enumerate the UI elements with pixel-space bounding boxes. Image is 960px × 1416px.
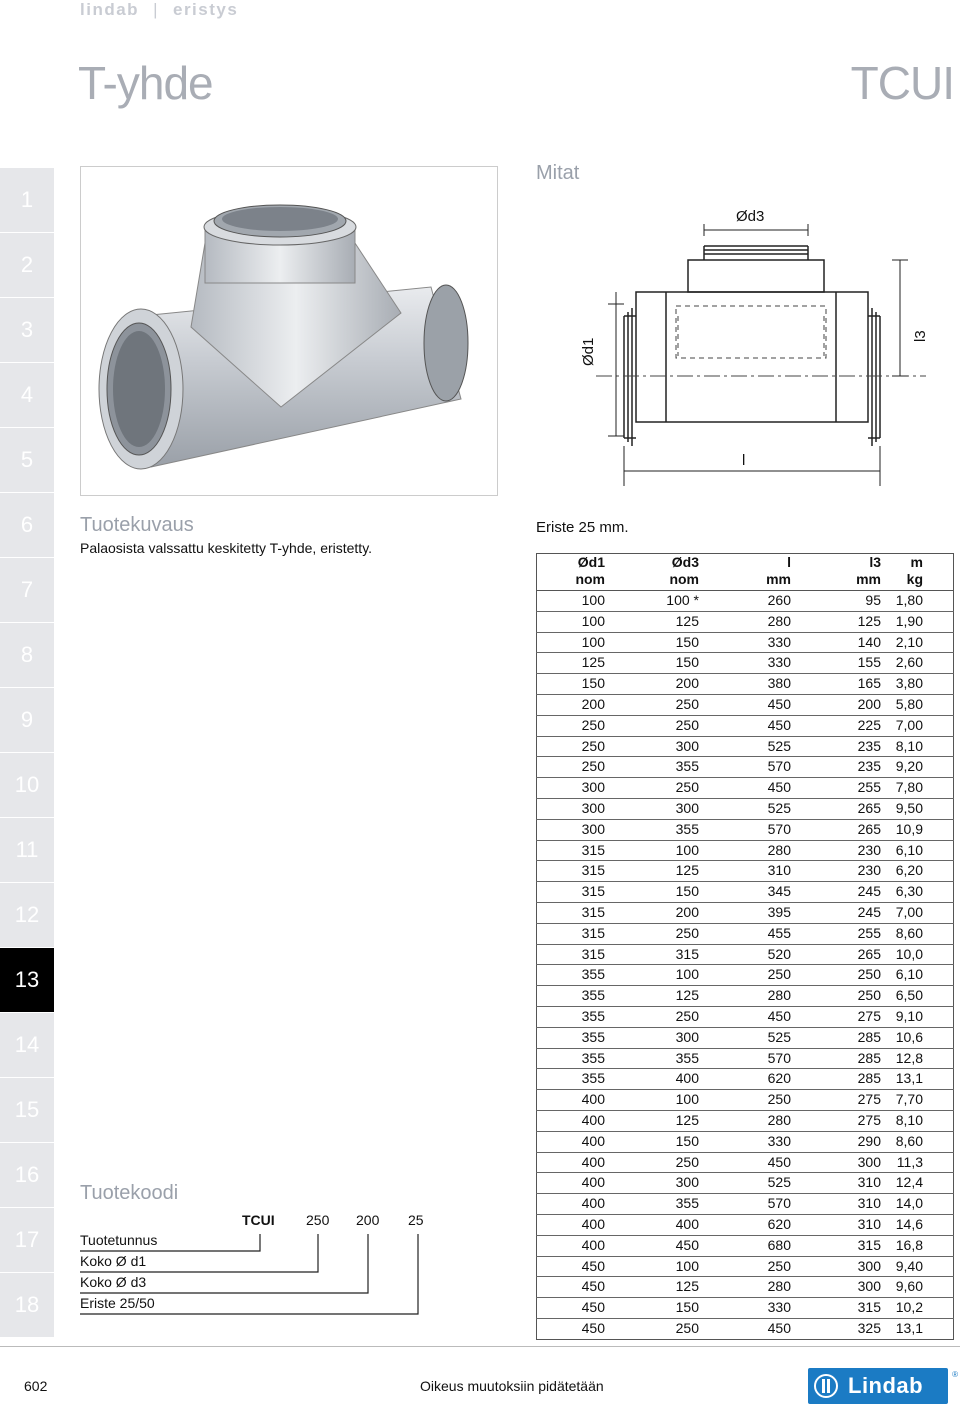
- table-cell: 165: [797, 674, 887, 695]
- table-row: [537, 944, 954, 965]
- table-cell: 450: [537, 1298, 612, 1319]
- table-cell: 400: [537, 1152, 612, 1173]
- table-cell: 400: [537, 1090, 612, 1111]
- table-cell: 9,10: [887, 1006, 954, 1027]
- table-cell: 310: [797, 1173, 887, 1194]
- table-cell: 570: [705, 1194, 797, 1215]
- table-cell: 450: [611, 1235, 705, 1256]
- table-cell: 400: [537, 1173, 612, 1194]
- table-row: [537, 1110, 954, 1131]
- footer-divider: [0, 1346, 960, 1347]
- section-tab-18[interactable]: 18: [0, 1273, 54, 1338]
- section-tab-10[interactable]: 10: [0, 753, 54, 818]
- table-cell: 1,90: [887, 611, 954, 632]
- table-cell: 255: [797, 778, 887, 799]
- table-cell: 150: [537, 674, 612, 695]
- table-cell: 450: [537, 1256, 612, 1277]
- table-cell: 315: [537, 923, 612, 944]
- section-tab-13[interactable]: 13: [0, 948, 54, 1013]
- table-cell: 7,80: [887, 778, 954, 799]
- table-cell: 280: [705, 1110, 797, 1131]
- table-cell: 355: [611, 1048, 705, 1069]
- table-cell: 570: [705, 757, 797, 778]
- table-cell: 310: [705, 861, 797, 882]
- table-cell: 9,50: [887, 798, 954, 819]
- code-label-d1: Koko Ø d1: [80, 1253, 147, 1269]
- table-row: [537, 1131, 954, 1152]
- table-cell: 400: [537, 1194, 612, 1215]
- table-cell: 6,30: [887, 882, 954, 903]
- brand-separator: |: [153, 0, 159, 19]
- insulation-note: Eriste 25 mm.: [536, 519, 629, 536]
- table-cell: 250: [611, 1152, 705, 1173]
- table-cell: 200: [611, 674, 705, 695]
- table-cell: 150: [611, 1298, 705, 1319]
- table-cell: 14,0: [887, 1194, 954, 1215]
- table-cell: 125: [611, 1110, 705, 1131]
- table-cell: 620: [705, 1069, 797, 1090]
- table-cell: 315: [537, 882, 612, 903]
- description-text: Palaosista valssattu keskitetty T-yhde, eristetty.: [80, 540, 373, 556]
- table-cell: 265: [797, 798, 887, 819]
- table-row: [537, 1256, 954, 1277]
- section-tab-12[interactable]: 12: [0, 883, 54, 948]
- table-cell: 285: [797, 1048, 887, 1069]
- table-cell: 315: [537, 861, 612, 882]
- dimensions-title: Mitat: [536, 162, 580, 184]
- section-tab-2[interactable]: 2: [0, 233, 54, 298]
- table-cell: 525: [705, 798, 797, 819]
- table-cell: 450: [705, 1152, 797, 1173]
- table-cell: 300: [797, 1152, 887, 1173]
- table-cell: 8,10: [887, 736, 954, 757]
- table-cell: 355: [611, 1194, 705, 1215]
- table-cell: 280: [705, 611, 797, 632]
- column-header: l: [787, 554, 791, 570]
- section-tab-17[interactable]: 17: [0, 1208, 54, 1273]
- column-header: Ød3: [671, 554, 699, 570]
- column-unit: nom: [537, 571, 612, 591]
- logo-registered-mark: ®: [952, 1370, 958, 1379]
- table-cell: 10,9: [887, 819, 954, 840]
- code-label-insulation: Eriste 25/50: [80, 1295, 155, 1311]
- table-cell: 150: [611, 632, 705, 653]
- table-row: [537, 591, 954, 612]
- section-tab-7[interactable]: 7: [0, 558, 54, 623]
- table-row: [537, 674, 954, 695]
- section-tabs: [0, 168, 54, 1338]
- table-cell: 355: [537, 1006, 612, 1027]
- code-label-d3: Koko Ø d3: [80, 1274, 147, 1290]
- table-cell: 275: [797, 1090, 887, 1111]
- table-cell: 285: [797, 1069, 887, 1090]
- page-number: 602: [24, 1378, 48, 1394]
- table-cell: 315: [797, 1298, 887, 1319]
- table-cell: 250: [705, 965, 797, 986]
- table-cell: 570: [705, 819, 797, 840]
- table-row: [537, 694, 954, 715]
- table-cell: 300: [611, 736, 705, 757]
- table-cell: 330: [705, 1131, 797, 1152]
- table-row: [537, 1194, 954, 1215]
- table-cell: 250: [611, 1318, 705, 1339]
- table-cell: 250: [705, 1256, 797, 1277]
- section-tab-14[interactable]: 14: [0, 1013, 54, 1078]
- table-cell: 200: [611, 902, 705, 923]
- table-cell: 255: [797, 923, 887, 944]
- table-row: [537, 653, 954, 674]
- table-cell: 2,10: [887, 632, 954, 653]
- table-cell: 245: [797, 882, 887, 903]
- table-cell: 100: [611, 1256, 705, 1277]
- table-row: [537, 923, 954, 944]
- table-cell: 620: [705, 1214, 797, 1235]
- table-row: [537, 986, 954, 1007]
- table-cell: 12,4: [887, 1173, 954, 1194]
- section-tab-3[interactable]: 3: [0, 298, 54, 363]
- table-cell: 100: [611, 965, 705, 986]
- table-cell: 250: [797, 965, 887, 986]
- table-cell: 125: [797, 611, 887, 632]
- table-cell: 300: [537, 778, 612, 799]
- table-row: [537, 1235, 954, 1256]
- section-tab-15[interactable]: 15: [0, 1078, 54, 1143]
- table-row: [537, 1173, 954, 1194]
- table-cell: 8,60: [887, 923, 954, 944]
- table-cell: 300: [797, 1256, 887, 1277]
- t-piece-technical-drawing: [536, 196, 946, 488]
- table-cell: 235: [797, 736, 887, 757]
- table-cell: 400: [537, 1214, 612, 1235]
- table-cell: 290: [797, 1131, 887, 1152]
- code-leader-lines: [80, 1182, 440, 1322]
- table-cell: 7,00: [887, 715, 954, 736]
- table-cell: 250: [611, 715, 705, 736]
- table-cell: 13,1: [887, 1318, 954, 1339]
- table-cell: 11,3: [887, 1152, 954, 1173]
- table-cell: 14,6: [887, 1214, 954, 1235]
- column-unit: nom: [611, 571, 705, 591]
- table-row: [537, 1090, 954, 1111]
- table-cell: 125: [611, 986, 705, 1007]
- table-cell: 315: [537, 944, 612, 965]
- table-cell: 280: [705, 840, 797, 861]
- table-cell: 9,40: [887, 1256, 954, 1277]
- table-cell: 455: [705, 923, 797, 944]
- table-cell: 325: [797, 1318, 887, 1339]
- table-row: [537, 778, 954, 799]
- table-cell: 250: [797, 986, 887, 1007]
- table-cell: 400: [537, 1235, 612, 1256]
- table-cell: 310: [797, 1214, 887, 1235]
- table-cell: 95: [797, 591, 887, 612]
- table-cell: 250: [611, 694, 705, 715]
- table-cell: 355: [537, 1027, 612, 1048]
- diagram-label-l3: l3: [912, 330, 929, 342]
- table-cell: 8,60: [887, 1131, 954, 1152]
- section-tab-16[interactable]: 16: [0, 1143, 54, 1208]
- table-row: [537, 882, 954, 903]
- table-row: [537, 840, 954, 861]
- brand-category: eristys: [172, 0, 239, 19]
- table-cell: 450: [705, 778, 797, 799]
- table-cell: 125: [611, 1277, 705, 1298]
- table-row: [537, 757, 954, 778]
- table-cell: 525: [705, 1027, 797, 1048]
- section-tab-6[interactable]: 6: [0, 493, 54, 558]
- table-cell: 450: [537, 1318, 612, 1339]
- table-row: [537, 1318, 954, 1339]
- table-cell: 680: [705, 1235, 797, 1256]
- footer-note: Oikeus muutoksiin pidätetään: [420, 1378, 604, 1394]
- column-header: Ød1: [577, 554, 605, 570]
- table-cell: 400: [611, 1069, 705, 1090]
- table-cell: 100: [611, 840, 705, 861]
- table-cell: 200: [797, 694, 887, 715]
- product-code-insulation: 25: [408, 1212, 424, 1228]
- table-cell: 100: [537, 611, 612, 632]
- table-cell: 300: [537, 819, 612, 840]
- table-cell: 150: [611, 1131, 705, 1152]
- table-cell: 355: [611, 819, 705, 840]
- table-cell: 100: [537, 591, 612, 612]
- table-cell: 12,8: [887, 1048, 954, 1069]
- table-cell: 16,8: [887, 1235, 954, 1256]
- table-row: [537, 736, 954, 757]
- table-cell: 2,60: [887, 653, 954, 674]
- table-cell: 450: [537, 1277, 612, 1298]
- table-cell: 275: [797, 1006, 887, 1027]
- table-cell: 315: [611, 944, 705, 965]
- table-cell: 300: [611, 1027, 705, 1048]
- table-cell: 400: [537, 1131, 612, 1152]
- table-row: [537, 1214, 954, 1235]
- table-cell: 6,10: [887, 840, 954, 861]
- table-cell: 310: [797, 1194, 887, 1215]
- table-cell: 125: [611, 611, 705, 632]
- table-row: [537, 611, 954, 632]
- table-row: [537, 1277, 954, 1298]
- table-cell: 225: [797, 715, 887, 736]
- table-cell: 5,80: [887, 694, 954, 715]
- table-cell: 300: [611, 798, 705, 819]
- t-piece-photo-illustration: [81, 167, 497, 495]
- table-cell: 275: [797, 1110, 887, 1131]
- table-cell: 250: [611, 1006, 705, 1027]
- table-cell: 525: [705, 1173, 797, 1194]
- table-row: [537, 1069, 954, 1090]
- table-cell: 355: [537, 965, 612, 986]
- table-cell: 6,20: [887, 861, 954, 882]
- table-row: [537, 1152, 954, 1173]
- table-header-row: [537, 554, 954, 572]
- table-row: [537, 1006, 954, 1027]
- table-cell: 315: [537, 902, 612, 923]
- column-header: m: [910, 554, 923, 570]
- table-cell: 13,1: [887, 1069, 954, 1090]
- table-cell: 250: [611, 778, 705, 799]
- table-cell: 300: [537, 798, 612, 819]
- table-cell: 285: [797, 1027, 887, 1048]
- table-cell: 250: [537, 757, 612, 778]
- page-title: T-yhde: [78, 57, 213, 109]
- table-cell: 345: [705, 882, 797, 903]
- table-cell: 450: [705, 694, 797, 715]
- table-cell: 330: [705, 1298, 797, 1319]
- product-photo: [80, 166, 498, 496]
- table-cell: 3,80: [887, 674, 954, 695]
- table-cell: 450: [705, 715, 797, 736]
- table-cell: 280: [705, 1277, 797, 1298]
- table-cell: 9,60: [887, 1277, 954, 1298]
- table-cell: 265: [797, 819, 887, 840]
- section-tab-9[interactable]: 9: [0, 688, 54, 753]
- description-title: Tuotekuvaus: [80, 514, 194, 536]
- table-cell: 245: [797, 902, 887, 923]
- table-cell: 100 *: [611, 591, 705, 612]
- table-cell: 330: [705, 632, 797, 653]
- table-cell: 265: [797, 944, 887, 965]
- table-cell: 570: [705, 1048, 797, 1069]
- table-cell: 100: [537, 632, 612, 653]
- table-cell: 450: [705, 1318, 797, 1339]
- brand-name: lindab: [80, 0, 140, 19]
- section-tab-8[interactable]: 8: [0, 623, 54, 688]
- section-tab-5[interactable]: 5: [0, 428, 54, 493]
- table-cell: 6,50: [887, 986, 954, 1007]
- table-cell: 400: [611, 1214, 705, 1235]
- table-cell: 525: [705, 736, 797, 757]
- table-cell: 380: [705, 674, 797, 695]
- table-cell: 1,80: [887, 591, 954, 612]
- table-cell: 200: [537, 694, 612, 715]
- section-tab-1[interactable]: 1: [0, 168, 54, 233]
- table-row: [537, 1027, 954, 1048]
- table-cell: 10,2: [887, 1298, 954, 1319]
- table-cell: 400: [537, 1110, 612, 1131]
- dimensions-table: [536, 553, 954, 1340]
- table-row: [537, 1298, 954, 1319]
- table-cell: 230: [797, 861, 887, 882]
- table-cell: 280: [705, 986, 797, 1007]
- table-cell: 260: [705, 591, 797, 612]
- table-cell: 520: [705, 944, 797, 965]
- table-cell: 355: [537, 1048, 612, 1069]
- header-brand-line: [80, 0, 238, 20]
- product-model-title: TCUI: [850, 57, 954, 109]
- table-cell: 355: [611, 757, 705, 778]
- section-tab-4[interactable]: 4: [0, 363, 54, 428]
- table-cell: 250: [537, 715, 612, 736]
- table-cell: 150: [611, 882, 705, 903]
- table-cell: 250: [705, 1090, 797, 1111]
- table-cell: 7,70: [887, 1090, 954, 1111]
- table-cell: 9,20: [887, 757, 954, 778]
- table-row: [537, 798, 954, 819]
- table-cell: 150: [611, 653, 705, 674]
- table-cell: 250: [611, 923, 705, 944]
- lindab-logo-icon: [808, 1368, 844, 1404]
- section-tab-11[interactable]: 11: [0, 818, 54, 883]
- table-cell: 315: [537, 840, 612, 861]
- product-code-d1: 250: [306, 1212, 330, 1228]
- table-row: [537, 715, 954, 736]
- table-row: [537, 819, 954, 840]
- diagram-label-l: l: [742, 452, 746, 469]
- table-cell: 7,00: [887, 902, 954, 923]
- diagram-label-d3: Ød3: [736, 208, 765, 225]
- table-cell: 395: [705, 902, 797, 923]
- table-unit-row: [537, 571, 954, 591]
- dimension-diagram: [536, 196, 946, 488]
- table-cell: 125: [611, 861, 705, 882]
- table-cell: 300: [611, 1173, 705, 1194]
- table-cell: 125: [537, 653, 612, 674]
- diagram-label-d1: Ød1: [580, 337, 597, 366]
- table-cell: 355: [537, 1069, 612, 1090]
- table-cell: 235: [797, 757, 887, 778]
- table-cell: 10,6: [887, 1027, 954, 1048]
- code-label-product-id: Tuotetunnus: [80, 1232, 158, 1248]
- product-code-d3: 200: [356, 1212, 380, 1228]
- table-cell: 315: [797, 1235, 887, 1256]
- table-cell: 355: [537, 986, 612, 1007]
- table-cell: 10,0: [887, 944, 954, 965]
- table-row: [537, 861, 954, 882]
- column-unit: mm: [797, 571, 887, 591]
- table-row: [537, 965, 954, 986]
- product-code-model: TCUI: [242, 1212, 275, 1228]
- table-row: [537, 632, 954, 653]
- table-row: [537, 902, 954, 923]
- product-code-diagram: [80, 1182, 440, 1322]
- table-cell: 6,10: [887, 965, 954, 986]
- table-cell: 330: [705, 653, 797, 674]
- column-header: l3: [869, 554, 881, 570]
- table-cell: 450: [705, 1006, 797, 1027]
- table-cell: 230: [797, 840, 887, 861]
- lindab-logo-text: Lindab: [848, 1373, 924, 1398]
- table-cell: 155: [797, 653, 887, 674]
- column-unit: kg: [887, 571, 954, 591]
- column-unit: mm: [705, 571, 797, 591]
- table-cell: 100: [611, 1090, 705, 1111]
- table-cell: 140: [797, 632, 887, 653]
- product-code-title: Tuotekoodi: [80, 1182, 179, 1204]
- table-cell: 250: [537, 736, 612, 757]
- table-row: [537, 1048, 954, 1069]
- table-cell: 8,10: [887, 1110, 954, 1131]
- lindab-logo: [808, 1368, 958, 1404]
- table-cell: 300: [797, 1277, 887, 1298]
